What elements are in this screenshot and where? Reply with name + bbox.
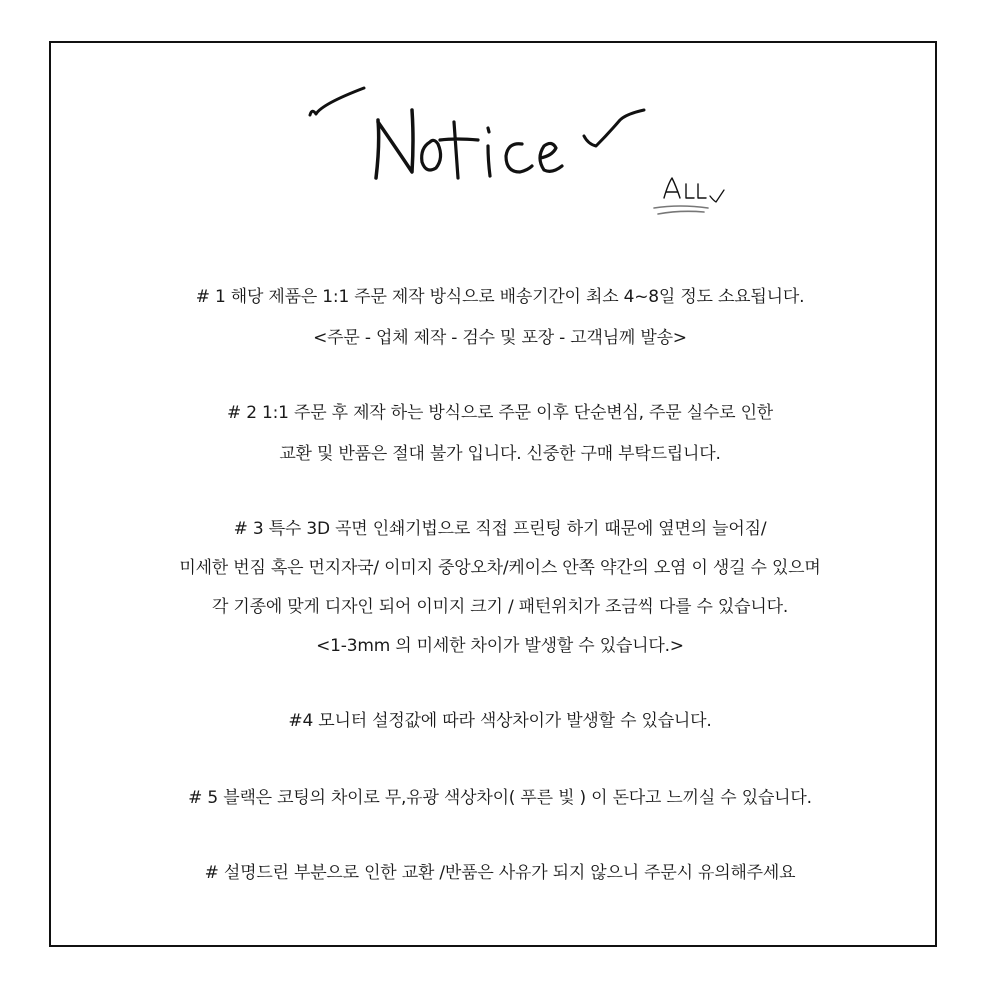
signature-underline-icon bbox=[654, 206, 708, 214]
letter-i-stroke bbox=[488, 128, 490, 176]
letter-o-stroke bbox=[422, 140, 441, 170]
notice-item-3-line-4: <1-3mm 의 미세한 차이가 발생할 수 있습니다.> bbox=[316, 636, 684, 656]
notice-item-3-line-3: 각 기종에 맞게 디자인 되어 이미지 크기 / 패턴위치가 조금씩 다를 수 있습니다. bbox=[211, 597, 789, 617]
notice-item-2-line-1: # 2 1:1 주문 후 제작 하는 방식으로 주문 이후 단순변심, 주문 실수로 인한 bbox=[226, 403, 774, 423]
notice-item-4-line-1: #4 모니터 설정값에 따라 색상차이가 발생할 수 있습니다. bbox=[288, 711, 712, 731]
notice-item-1-line-2: <주문 - 업체 제작 - 검수 및 포장 - 고객님께 발송> bbox=[313, 328, 687, 348]
notice-item-3-line-1: # 3 특수 3D 곡면 인쇄기법으로 직접 프린팅 하기 때문에 옆면의 늘어짐/ bbox=[233, 519, 767, 539]
notice-item-2-line-2: 교환 및 반품은 절대 불가 입니다. 신중한 구매 부탁드립니다. bbox=[279, 444, 721, 464]
letter-e-stroke bbox=[540, 143, 562, 171]
letter-n-stroke bbox=[376, 110, 413, 178]
notice-item-3-line-2: 미세한 번짐 혹은 먼지자국/ 이미지 중앙오차/케이스 안쪽 약간의 오염 이 생길 수 있으며 bbox=[179, 558, 821, 578]
notice-item-5-line-1: # 5 블랙은 코팅의 차이로 무,유광 색상차이( 푸른 빛 ) 이 돈다고 느끼실 수 있습니다. bbox=[188, 788, 812, 808]
letter-c-stroke bbox=[506, 144, 532, 172]
notice-title-handwriting bbox=[300, 80, 740, 240]
left-flourish-icon bbox=[310, 88, 364, 115]
notice-item-6-line-1: # 설명드린 부분으로 인한 교환 /반품은 사유가 되지 않으니 주문시 유의해주세요 bbox=[204, 863, 796, 883]
right-flourish-icon bbox=[584, 110, 644, 146]
notice-item-1-line-1: # 1 해당 제품은 1:1 주문 제작 방식으로 배송기간이 최소 4~8일 정도 소요됩니다. bbox=[195, 287, 805, 307]
letter-t-stroke bbox=[440, 122, 478, 178]
signature-all-icon bbox=[664, 178, 706, 198]
signature-check-icon bbox=[710, 190, 724, 202]
